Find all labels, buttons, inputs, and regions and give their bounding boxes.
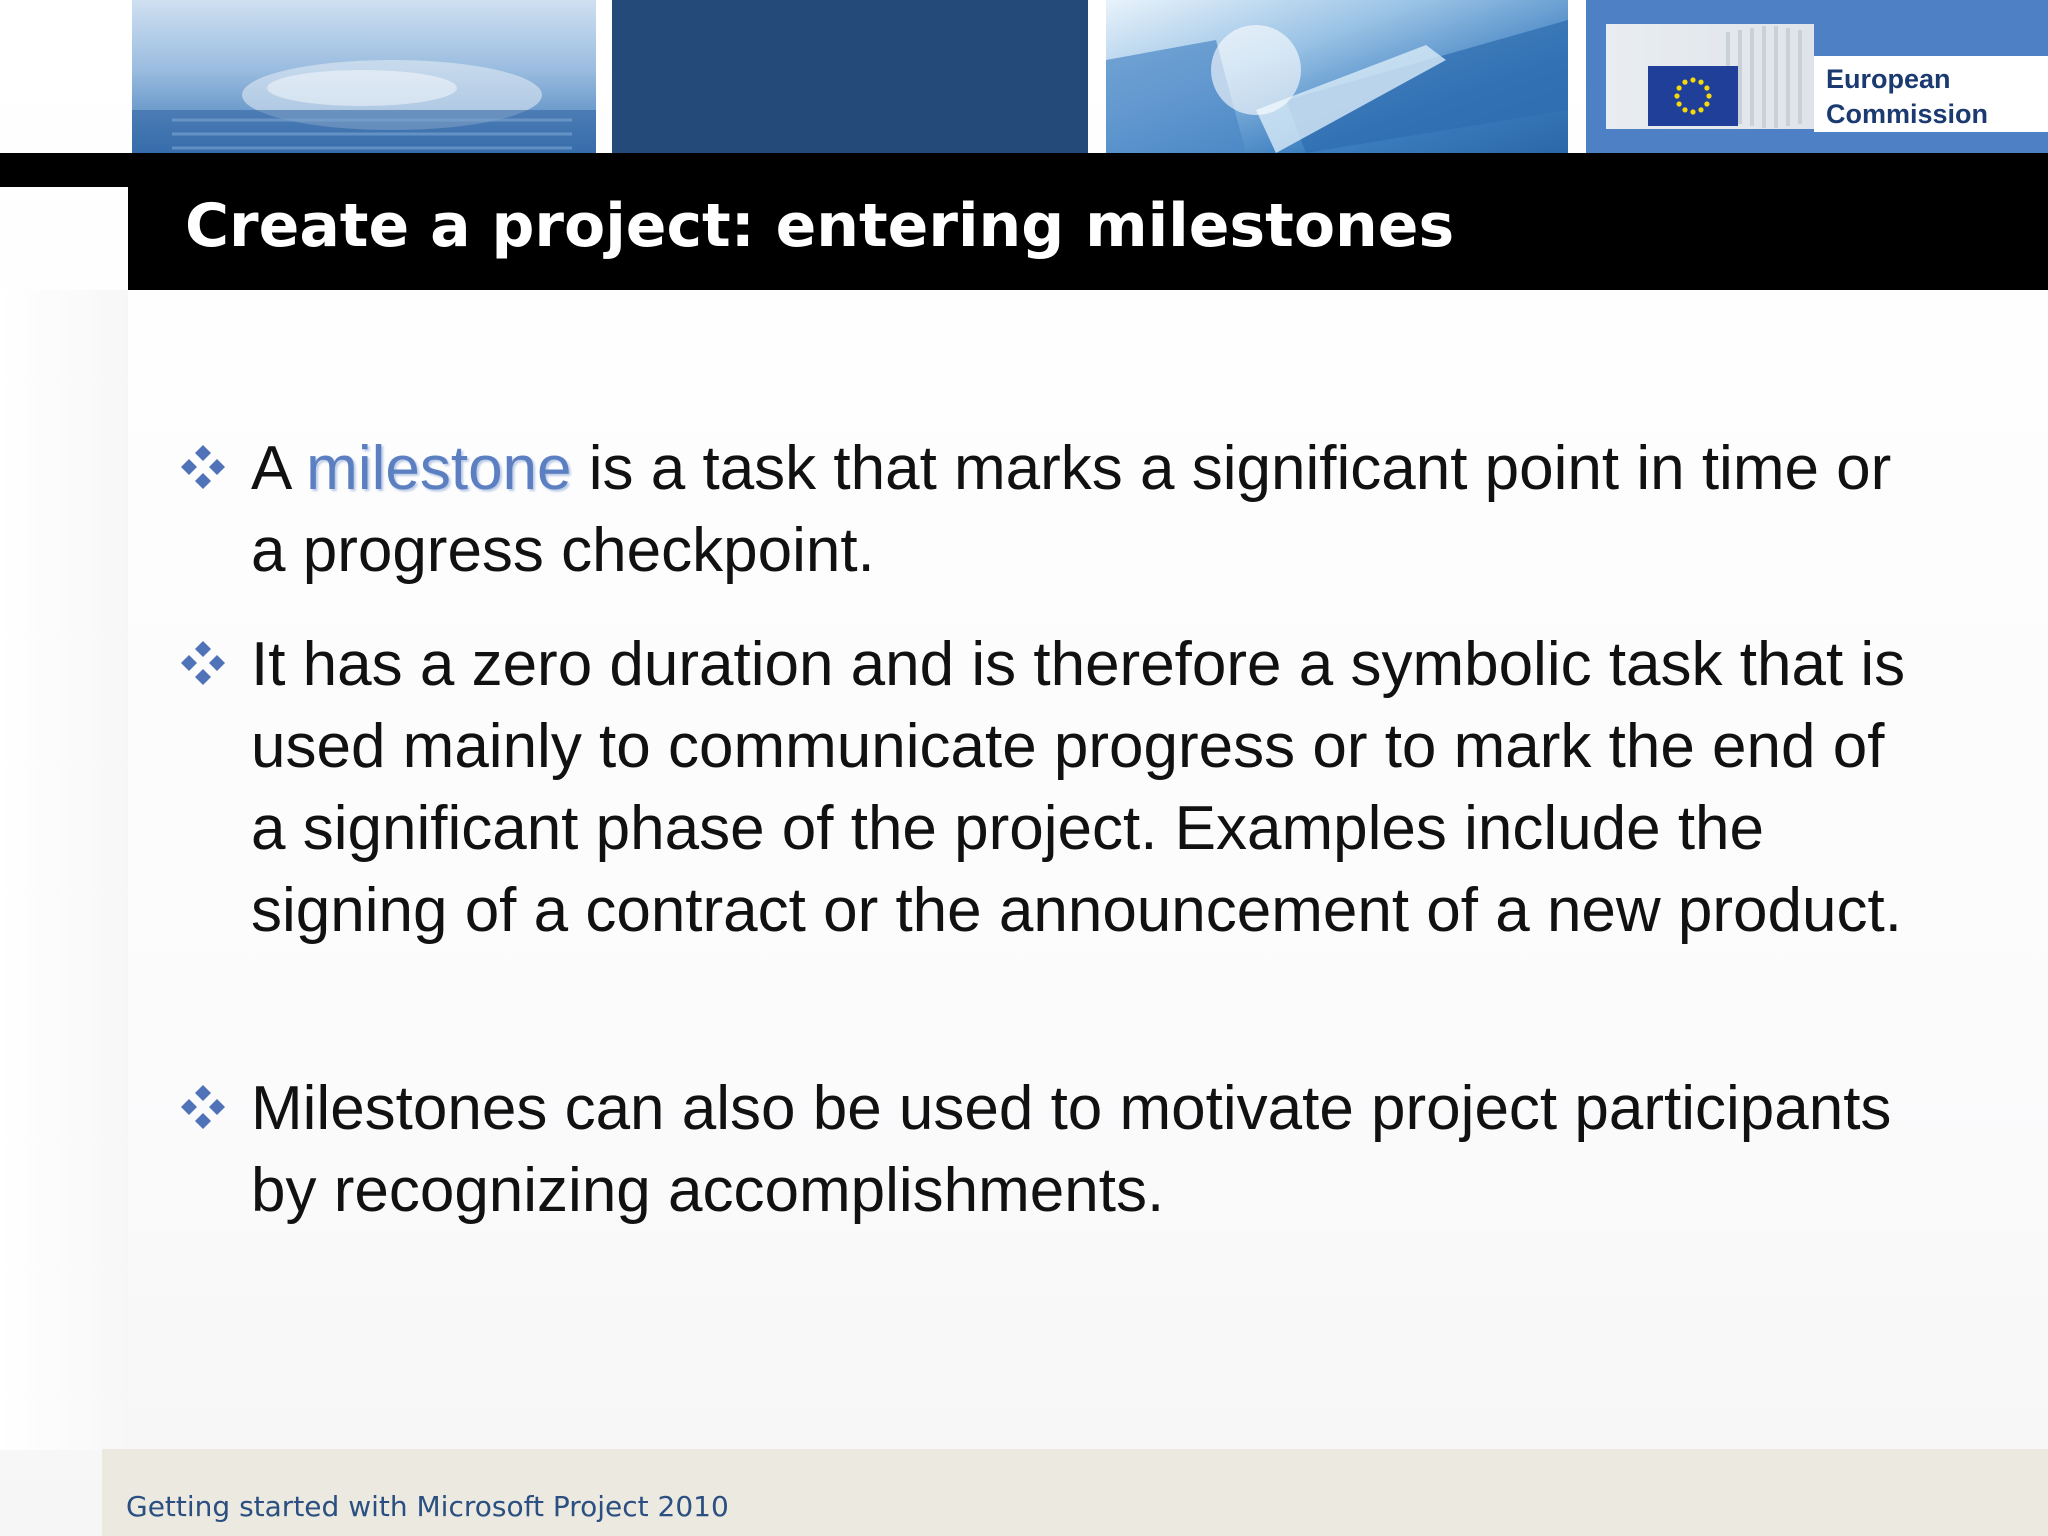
four-diamond-bullet-icon xyxy=(178,638,228,688)
org-name-line2: Commission xyxy=(1826,99,1989,129)
footer-text: Getting started with Microsoft Project 2010 xyxy=(126,1490,729,1523)
bullet-text-1-end: is a task that marks a significant point in time or a progress checkpoint. xyxy=(251,434,1892,585)
bullet-text-2: It has a zero duration and is therefore a symbolic task that is used mainly to communicate progress or to mark the end of a significant phase of the project. Examples include the signing of a contract or the announcement of a new product. xyxy=(251,630,1906,945)
title-bar-accent xyxy=(0,153,130,187)
milestone-term: milestone xyxy=(306,434,572,503)
slide-title: Create a project: entering milestones xyxy=(185,191,1455,261)
bullet-text-3: Milestones can also be used to motivate project participants by recognizing accomplishments. xyxy=(251,1074,1892,1225)
org-name-line1: European xyxy=(1826,64,1951,94)
four-diamond-bullet-icon xyxy=(178,442,228,492)
bullet-text-1-start: A xyxy=(251,434,307,503)
four-diamond-bullet-icon xyxy=(178,1082,228,1132)
bullet-text-1 xyxy=(251,428,1911,592)
banner-photo-hands xyxy=(132,0,596,153)
left-margin-shade xyxy=(0,290,128,1450)
org-name xyxy=(1826,62,2036,132)
eu-flag-icon xyxy=(1648,66,1738,126)
banner-solid-blue xyxy=(612,0,1088,153)
banner-photo-buildings xyxy=(1106,0,1568,153)
